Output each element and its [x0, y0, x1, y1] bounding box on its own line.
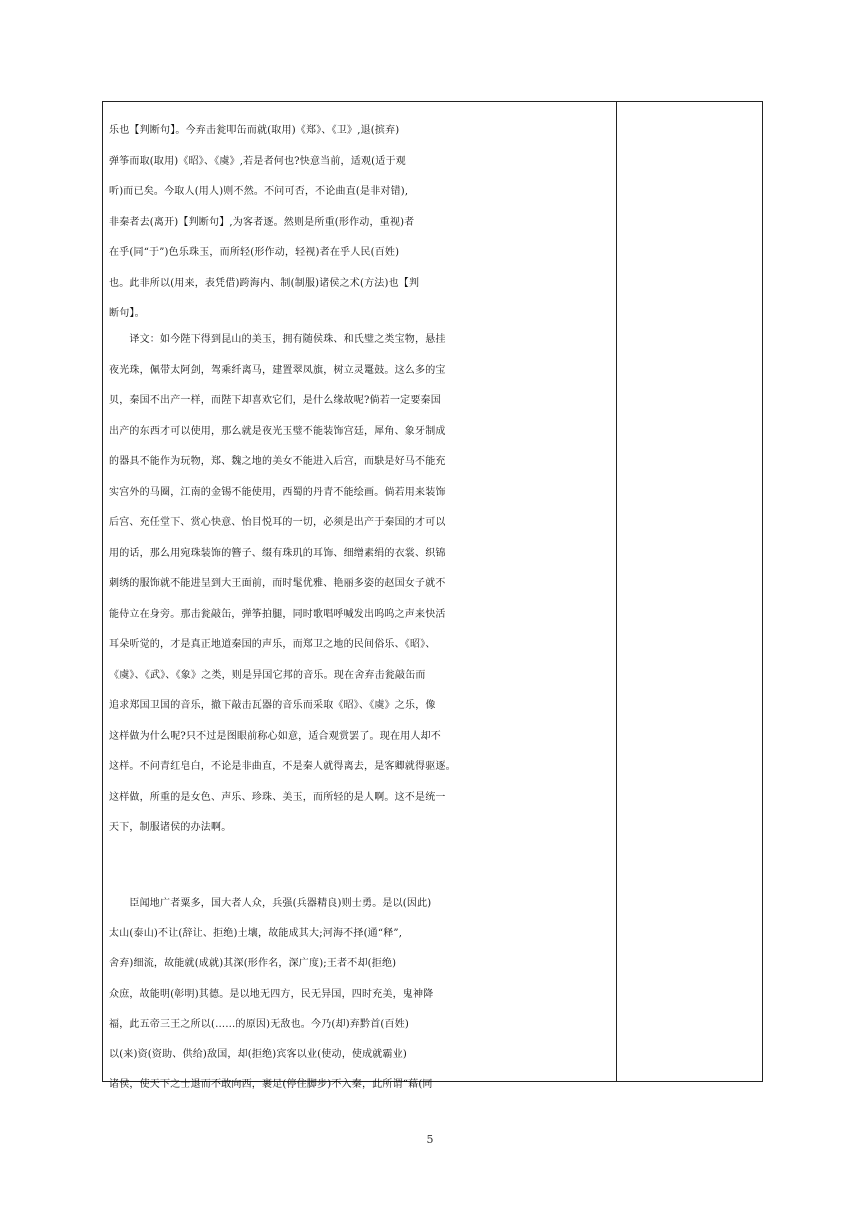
text-line: 能侍立在身旁。那击瓮敲缶，弹筝拍腿，同时歌唱呼喊发出呜呜之声来快活 [109, 608, 446, 620]
text-line: 耳朵听觉的，才是真正地道秦国的声乐，而郑卫之地的民间俗乐、《昭》、 [109, 639, 436, 650]
text-line: 福，此五帝三王之所以(……的原因)无敌也。今乃(却)弃黔首(百姓) [109, 1018, 410, 1030]
text-line: 出产的东西才可以使用，那么就是夜光玉璧不能装饰宫廷，犀角、象牙制成 [109, 425, 446, 437]
annotated-passage-2 [109, 889, 609, 1100]
text-line: 在乎(同“于”)色乐珠玉，而所轻(形作动，轻视)者在乎人民(百姓) [109, 247, 400, 258]
text-line: 刺绣的服饰就不能进呈到大王面前，而时髦优雅、艳丽多姿的赵国女子就不 [109, 578, 446, 589]
text-line: 译文：如今陛下得到昆山的美玉，拥有随侯珠、和氏璧之类宝物，悬挂 [109, 334, 446, 345]
annotated-passage [109, 116, 609, 330]
text-line: 贝，秦国不出产一样，而陛下却喜欢它们，是什么缘故呢?倘若一定要秦国 [109, 395, 441, 406]
text-line: 《虞》、《武》、《象》之类，则是异国它邦的音乐。现在舍弃击瓮敲缶而 [109, 669, 426, 681]
text-line: 用的话，那么用宛珠装饰的簪子、缀有珠玑的耳饰、细缯素绢的衣裳、织锦 [109, 547, 446, 559]
text-line: 这样。不问青红皂白，不论是非曲直，不是秦人就得离去，是客卿就得驱逐。 [109, 761, 456, 772]
text-line: 后宫、充任堂下、赏心快意、怡目悦耳的一切，必须是出产于秦国的才可以 [109, 517, 446, 528]
text-line: 这样做，所重的是女色、声乐、珍珠、美玉，而所轻的是人啊。这不是统一 [109, 791, 446, 803]
text-line: 太山(泰山)不让(辞让、拒绝)土壤，故能成其大;河海不择(通“释”, [109, 928, 403, 940]
text-line: 实宫外的马圈，江南的金锡不能使用，西蜀的丹青不能绘画。倘若用来装饰 [109, 486, 446, 498]
text-line: 夜光珠，佩带太阿剑，驾乘纤离马，建置翠凤旗，树立灵鼍鼓。这么多的宝 [109, 364, 446, 376]
text-line: 诸侯，使天下之士退而不敢向西，裹足(停住脚步)不入秦，此所谓“藉(同 [109, 1079, 433, 1091]
text-line: 的器具不能作为玩物，郑、魏之地的美女不能进入后宫，而駃是好马不能充 [109, 456, 446, 467]
text-line: 乐也【判断句】。今弃击瓮叩缶而就(取用)《郑》、《卫》,退(摈弃) [109, 125, 400, 136]
text-line: 断句】。 [109, 308, 145, 319]
page-number: 5 [426, 1133, 434, 1146]
text-line: 众庶，故能明(彰明)其德。是以地无四方，民无异国，四时充美，鬼神降 [109, 988, 434, 1000]
text-line: 舍弃)细流，故能就(成就)其深(形作名，深广度);王者不却(拒绝) [109, 958, 397, 970]
text-line: 以(来)资(资助、供给)敌国，却(拒绝)宾客以业(使动，使成就霸业) [109, 1048, 408, 1060]
text-line: 追求郑国卫国的音乐，撤下敲击瓦器的音乐而采取《昭》、《虞》之乐，像 [109, 700, 436, 711]
column-divider [616, 102, 617, 1081]
text-line: 臣闻地广者粟多，国大者人众，兵强(兵器精良)则士勇。是以(因此) [109, 898, 432, 909]
content-table [102, 101, 763, 1091]
text-line: 天下，制服诸侯的办法啊。 [109, 822, 232, 833]
text-line: 这样做为什么呢?只不过是图眼前称心如意，适合观赏罢了。现在用人却不 [109, 730, 441, 742]
text-line: 非秦者去(离开)【判断句】,为客者逐。然则是所重(形作动，重视)者 [109, 216, 415, 228]
text-line: 弹筝而取(取用)《昭》、《虞》,若是者何也?快意当前，适观(适于观 [109, 155, 406, 167]
text-line: 听)而已矣。今取人(用人)则不然。不问可否，不论曲直(是非对错), [109, 186, 409, 197]
translation-passage [109, 325, 609, 844]
text-line: 也。此非所以(用来，表凭借)跨海内、制(制服)诸侯之术(方法)也【判 [109, 277, 420, 289]
